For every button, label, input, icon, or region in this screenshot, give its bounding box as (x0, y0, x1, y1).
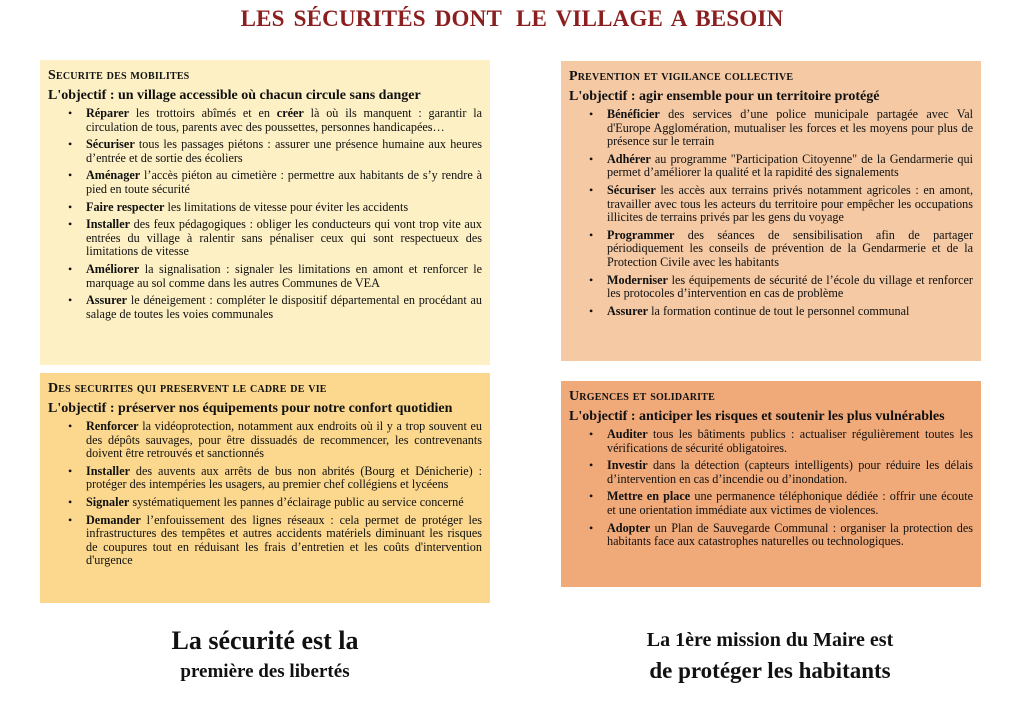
list-item (48, 496, 482, 510)
bullet-icon: • (68, 512, 73, 527)
item-text: les accès aux terrains privés notamment agricoles : en amont, travailler avec tous les acteurs du territoire pour empêcher les occupations illicites de terrains privés par les gens du voyage (607, 182, 973, 225)
section-objective: L'objectif : agir ensemble pour un territoire protégé (569, 89, 880, 104)
section-objective: L'objectif : anticiper les risques et soutenir les plus vulnérables (569, 409, 945, 424)
item-list (569, 108, 973, 318)
item-list (48, 420, 482, 568)
page-title (0, 6, 1024, 32)
section-title: Securite des mobilites (48, 68, 190, 83)
item-verb: Investir (607, 458, 648, 473)
list-item (569, 153, 973, 180)
list-item (48, 201, 482, 215)
list-item (48, 138, 482, 165)
section-objective: L'objectif : préserver nos équipements pour notre confort quotidien (48, 401, 453, 416)
item-text: les limitations de vitesse pour éviter les accidents (164, 199, 409, 214)
item-verb: Réparer (86, 106, 130, 120)
item-verb: créer (276, 106, 304, 120)
item-verb: Moderniser (607, 272, 668, 287)
item-text: les équipements de sécurité de l’école du village et renforcer les protocoles d’intervention en cas de problème (607, 272, 973, 301)
item-list (48, 107, 482, 321)
bullet-icon: • (68, 261, 73, 276)
item-text: tous les bâtiments publics : actualiser régulièrement toutes les vérifications de sécurité obligatoires. (607, 427, 973, 455)
item-verb: Bénéficier (607, 107, 660, 121)
item-text: une permanence téléphonique dédiée : offrir une écoute et une orientation immédiate aux victimes de violences. (607, 489, 973, 517)
item-list (569, 428, 973, 549)
item-text: la formation continue de tout le personnel communal (648, 303, 910, 318)
list-item (569, 428, 973, 455)
list-item (48, 420, 482, 461)
item-verb: Améliorer (86, 261, 140, 276)
bullet-icon: • (68, 293, 73, 308)
section-title: Urgences et solidarite (569, 389, 715, 404)
item-text: des feux pédagogiques : obliger les conducteurs qui vont trop vite aux entrées du village à ralentir sans pénaliser ceux qui sont respectueux des limitations de vitesse (86, 217, 482, 259)
bullet-icon: • (68, 137, 73, 152)
bullet-icon: • (68, 463, 73, 478)
slogan-left (90, 625, 440, 687)
list-item (569, 522, 973, 549)
item-text: là où ils manquent : garantir la circulation de tous, parents avec des poussettes, personnes handicapées… (86, 106, 482, 134)
item-verb: Adopter (607, 520, 651, 535)
bullet-icon: • (589, 303, 594, 318)
item-text: la signalisation : signaler les limitations en amont et renforcer le marquage au sol comme dans les autres Communes de VEA (86, 261, 482, 290)
slogan-right-line2: de protéger les habitants (649, 658, 891, 683)
item-text: l’enfouissement des lignes réseaux : cela permet de protéger les infrastructures des tempêtes et autres accidents matériels diminuant les risques de coupures tout en réduisant les frais d’entretien et les coûts d'intervention d'urgence (86, 512, 482, 568)
item-text: des auvents aux arrêts de bus non abrités (Bourg et Dénicherie) : protéger des intempéries les usagers, au premier chef collégiens et lycéens (86, 463, 482, 492)
list-item (569, 184, 973, 225)
bullet-icon: • (589, 107, 594, 121)
item-verb: Faire respecter (86, 199, 165, 214)
item-text: les trottoirs abîmés et en (129, 106, 277, 120)
section-title: Des securites qui preservent le cadre de vie (48, 381, 327, 396)
item-verb: Sécuriser (607, 182, 656, 197)
section-securite-mobilites (40, 60, 490, 365)
bullet-icon: • (589, 227, 594, 242)
slogan-right-line1: La 1ère mission du Maire est (646, 629, 894, 651)
bullet-icon: • (68, 217, 73, 232)
bullet-icon: • (68, 106, 73, 120)
list-item (48, 294, 482, 321)
item-verb: Signaler (86, 494, 130, 509)
item-verb: Assurer (607, 303, 649, 318)
item-verb: Adhérer (607, 151, 651, 166)
item-text: le déneigement : compléter le dispositif départemental en procédant au salage de toutes les voies communales (86, 293, 482, 321)
page-title-part2: LE VILLAGE A BESOIN (516, 6, 784, 31)
bullet-icon: • (68, 494, 73, 509)
bullet-icon: • (68, 199, 73, 214)
bullet-icon: • (589, 458, 594, 473)
list-item (569, 490, 973, 517)
list-item (48, 107, 482, 134)
slogan-left-line1: La sécurité est la (171, 626, 359, 655)
item-verb: Demander (86, 512, 141, 527)
list-item (569, 274, 973, 301)
bullet-icon: • (68, 168, 73, 183)
slogan-right (560, 626, 980, 688)
item-text: tous les passages piétons : assurer une présence humaine aux heures d’entrée et de sortie des écoliers (86, 137, 482, 165)
item-text: dans la détection (capteurs intelligents) pour réduire les délais d’intervention en cas d’incendie ou d’inondation. (607, 458, 973, 486)
section-objective: L'objectif : un village accessible où chacun circule sans danger (48, 88, 421, 103)
item-verb: Installer (86, 463, 131, 478)
section-prevention-vigilance (561, 61, 981, 361)
list-item (48, 169, 482, 196)
item-text: des séances de sensibilisation afin de partager périodiquement les conseils de prévention de la Gendarmerie et de la Protection Civile avec les habitants (607, 227, 973, 269)
item-verb: Aménager (86, 168, 141, 183)
bullet-icon: • (589, 272, 594, 287)
bullet-icon: • (589, 151, 594, 166)
slogan-left-line2: première des libertés (180, 661, 350, 682)
list-item (48, 218, 482, 259)
list-item (569, 459, 973, 486)
item-text: la vidéoprotection, notamment aux endroits où il y a trop souvent eu des dépôts sauvages, pour être dissuadés de recommencer, les contrevenants doivent être retrouvés et sanctionnés (86, 419, 482, 461)
item-text: systématiquement les pannes d’éclairage public au service concerné (129, 494, 464, 509)
bullet-icon: • (68, 419, 73, 433)
item-verb: Sécuriser (86, 137, 135, 152)
item-verb: Auditer (607, 427, 648, 441)
list-item (48, 465, 482, 492)
item-verb: Renforcer (86, 419, 139, 433)
list-item (569, 108, 973, 149)
section-urgences-solidarite (561, 381, 981, 587)
item-text: l’accès piéton au cimetière : permettre aux habitants de s’y rendre à pied en toute sécurité (86, 168, 482, 196)
section-title: Prevention et vigilance collective (569, 69, 794, 84)
item-verb: Mettre en place (607, 489, 691, 504)
list-item (569, 305, 973, 319)
bullet-icon: • (589, 182, 594, 197)
bullet-icon: • (589, 520, 594, 535)
page-title-part1: LES SÉCURITÉS DONT (240, 6, 502, 31)
list-item (569, 229, 973, 270)
item-verb: Installer (86, 217, 131, 232)
list-item (48, 263, 482, 290)
item-text: au programme "Participation Citoyenne" de la Gendarmerie qui permet d’améliorer la qualité et la rapidité des signalements (607, 151, 973, 180)
item-text: des services d’une police municipale partagée avec Val d'Europe Agglomération, mutualiser les forces et les moyens pour plus de présence sur le terrain (607, 107, 973, 149)
list-item (48, 514, 482, 568)
item-verb: Programmer (607, 227, 675, 242)
bullet-icon: • (589, 489, 594, 504)
item-verb: Assurer (86, 293, 128, 308)
bullet-icon: • (589, 427, 594, 441)
section-cadre-de-vie (40, 373, 490, 603)
item-text: un Plan de Sauvegarde Communal : organiser la protection des habitants face aux catastrophes naturelles ou technologiques. (607, 520, 973, 549)
